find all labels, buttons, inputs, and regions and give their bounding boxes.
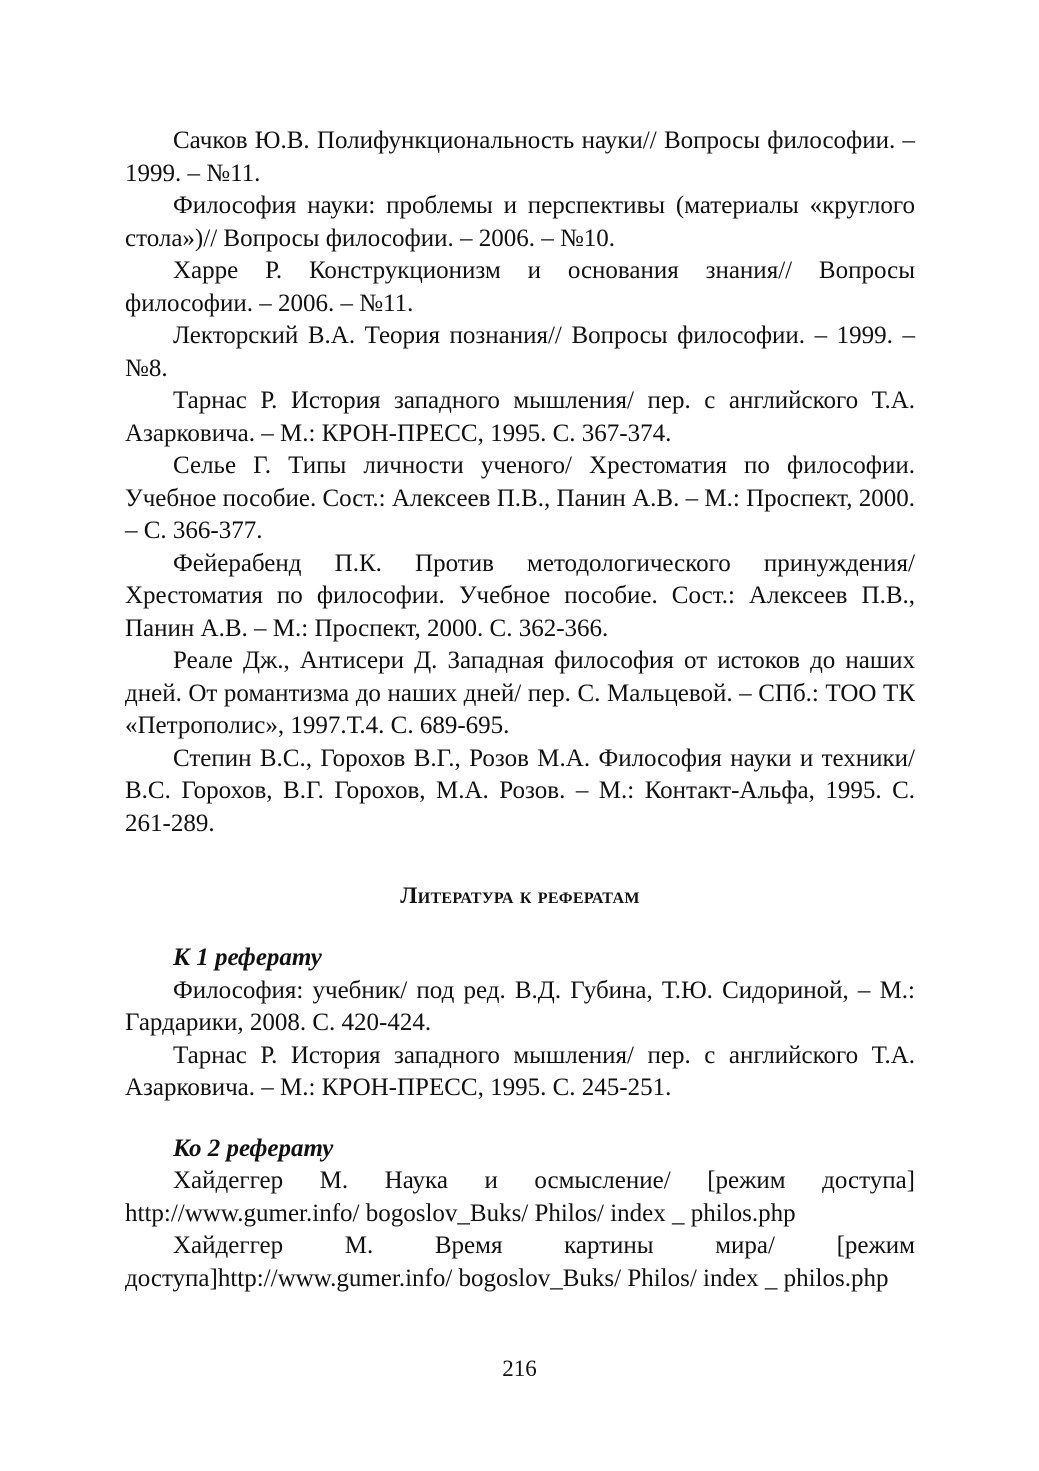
page-number: 216: [502, 1356, 537, 1381]
reference-entry: Тарнас Р. История западного мышления/ пер. с английского Т.А. Азарковича. – М.: КРОН-ПРЕСС, 1995. С. 367-374.: [125, 387, 915, 447]
spacer: [125, 912, 915, 942]
section-title: Литература к рефератам: [400, 883, 640, 908]
document-page: [125, 125, 915, 1295]
reference-entry: Лекторский В.А. Теория познания// Вопросы философии. – 1999. – №8.: [125, 322, 915, 382]
reference-entry: Тарнас Р. История западного мышления/ пер. с английского Т.А. Азарковича. – М.: КРОН-ПРЕСС, 1995. С. 245-251.: [125, 1041, 915, 1101]
reference-entry: Хайдеггер М. Наука и осмысление/ [режим доступа] http://www.gumer.info/ bogoslov_Buks/ Philos/ index _ philos.php: [125, 1167, 915, 1227]
reference-entry: Степин В.С., Горохов В.Г., Розов М.А. Философия науки и техники/ В.С. Горохов, В.Г. Горохов, М.А. Розов. – М.: Контакт-Альфа, 1995. С. 261-289.: [125, 744, 915, 837]
reference-entry: Селье Г. Типы личности ученого/ Хрестоматия по философии. Учебное пособие. Сост.: Алексеев П.В., Панин А.В. – М.: Проспект, 2000. – С. 366-377.: [125, 452, 915, 544]
reference-entry: Сачков Ю.В. Полифункциональность науки// Вопросы философии. – 1999. – №11.: [125, 127, 915, 187]
subsection-heading-1: К 1 реферату: [173, 944, 322, 971]
spacer: [125, 1105, 915, 1133]
reference-entry: Философия науки: проблемы и перспективы (материалы «круглого стола»)// Вопросы философии. – 2006. – №10.: [125, 192, 915, 252]
reference-entry: Хайдеггер М. Время картины мира/ [режим доступа]http://www.gumer.info/ bogoslov_Buks/ Philos/ index _ philos.php: [125, 1232, 915, 1292]
reference-entry: Реале Дж., Антисери Д. Западная философия от истоков до наших дней. От романтизма до наших дней/ пер. С. Мальцевой. – СПб.: ТОО ТК «Петрополис», 1997.Т.4. С. 689-695.: [125, 647, 915, 739]
reference-entry: Харре Р. Конструкционизм и основания знания// Вопросы философии. – 2006. – №11.: [125, 257, 915, 317]
reference-entry: Фейерабенд П.К. Против методологического принуждения/ Хрестоматия по философии. Учебное пособие. Сост.: Алексеев П.В., Панин А.В. – М.: Проспект, 2000. С. 362-366.: [125, 549, 915, 642]
reference-entry: Философия: учебник/ под ред. В.Д. Губина, Т.Ю. Сидориной, – М.: Гардарики, 2008. С. 420-424.: [125, 976, 915, 1036]
subsection-heading-2: Ко 2 реферату: [173, 1134, 334, 1162]
